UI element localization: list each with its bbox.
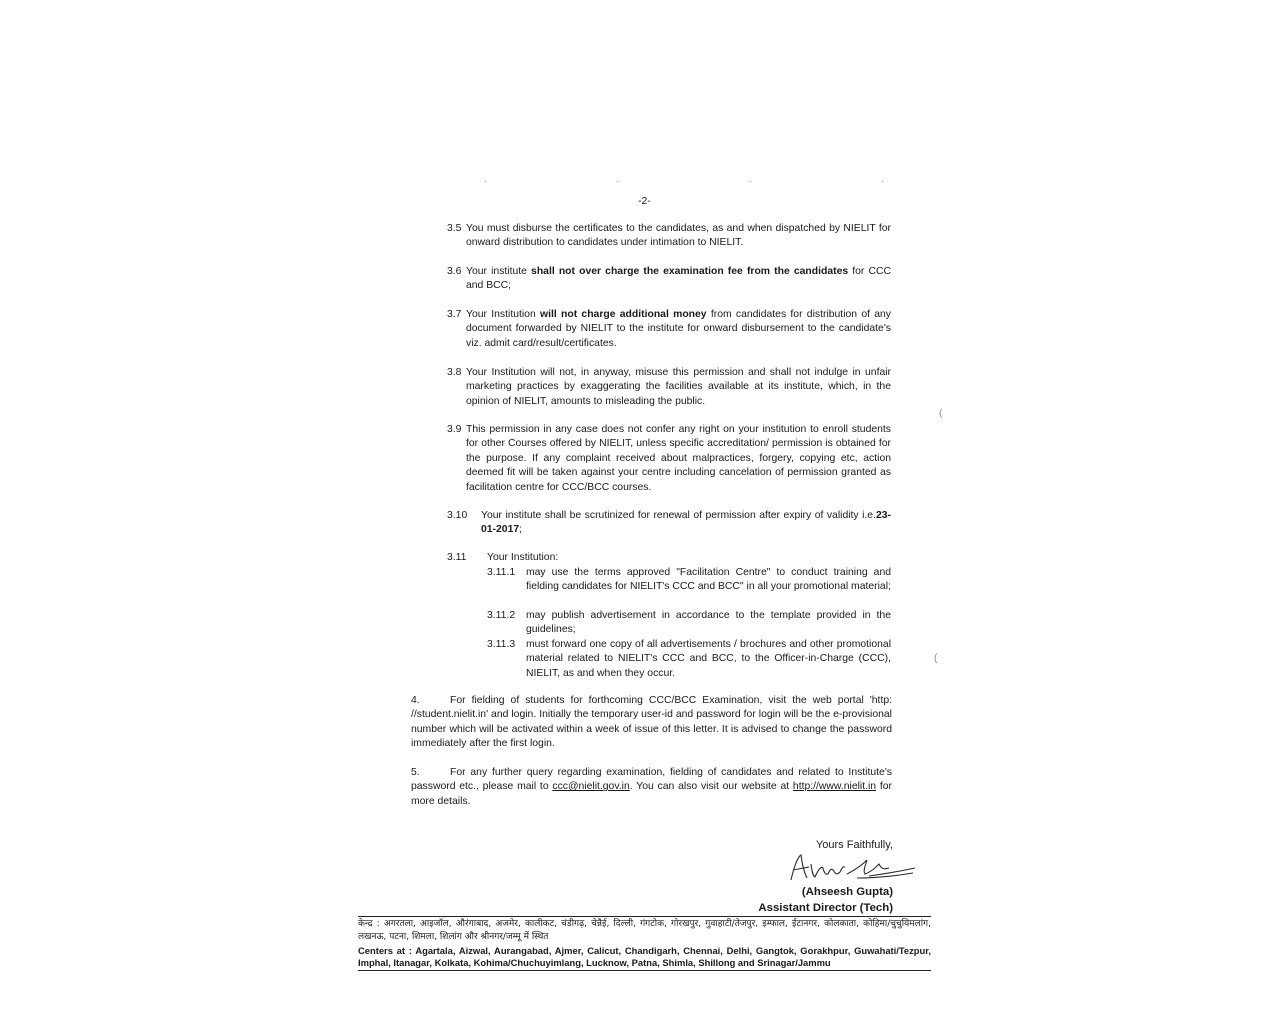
- scan-speck: [485, 181, 486, 182]
- footer-hindi-centres: केन्द्र : अगरतला, आइजॉल, औरंगाबाद, अजमेर, कालीकट, चंडीगढ़, चेन्नैई, दिल्ली, गंगटोक, गोरखपुर, गुवाहाटी/तेजपुर, इम्फाल, ईटानगर, कोलकाता, कोहिमा/चुचुयिमलांग, लखनऊ, पटना, शिमला, शिलांग और श्रीनगर/जम्मू में स्थित: [358, 919, 931, 942]
- clause-3-9: [447, 423, 891, 495]
- clause-text: [466, 265, 891, 294]
- scan-speck: [617, 181, 618, 182]
- point-text: for more details.: [411, 781, 893, 807]
- subclause-3-11-3: [487, 638, 891, 681]
- signatory-title: Assistant Director (Tech): [758, 902, 893, 914]
- subclause-text: may use the terms approved "Facilitation Centre" to conduct training and fielding candidates for NIELIT's CCC and BCC" in all your promotional material;: [526, 567, 891, 593]
- clause-text: [466, 308, 891, 351]
- clause-3-11: [447, 551, 891, 565]
- clause-number: 3.10: [447, 510, 468, 521]
- closing-salutation: Yours Faithfully,: [815, 839, 893, 851]
- clause-text: Your Institution:: [487, 552, 559, 563]
- clause-emphasis: will not charge additional money: [540, 309, 707, 320]
- clause-3-10: [447, 509, 891, 538]
- clause-text-part: Your Institution: [466, 309, 540, 320]
- clause-3-6: [447, 265, 891, 294]
- subclause-3-11-1: [487, 566, 891, 595]
- footer-top-rule: [358, 916, 931, 917]
- email-link[interactable]: ccc@nielit.gov.in: [552, 781, 630, 793]
- point-4: [411, 694, 892, 752]
- validity-date: 23-01-2017: [481, 510, 891, 536]
- signature-image: [785, 852, 920, 886]
- page-number: -2-: [638, 196, 651, 207]
- clause-text: You must disburse the certificates to the candidates, as and when dispatched by NIELIT for onward distribution to candidates under intimation to NIELIT.: [466, 223, 891, 249]
- subclause-text: may publish advertisement in accordance to the template provided in the guidelines;: [526, 610, 891, 636]
- clause-text-part: for CCC and BCC;: [466, 266, 892, 292]
- subclause-number: 3.11.1: [487, 567, 516, 578]
- clause-text: This permission in any case does not confer any right on your institution to enroll students for other Courses offered by NIELIT, unless specific accreditation/ permission is obtained for the purpose. If any complaint received about malpractices, forgery, copying etc, action deemed fit will be taken against your centre including cancelation of permission granted as facilitation centre for CCC/BCC courses.: [466, 424, 891, 493]
- subclause-3-11-2: [487, 609, 891, 638]
- point-number: 4.: [411, 695, 420, 706]
- subclause-number: 3.11.3: [487, 639, 516, 650]
- clause-text-part: Your institute: [466, 266, 532, 277]
- footer-bottom-rule: [358, 970, 931, 971]
- signatory-name: (Ahseesh Gupta): [801, 886, 893, 898]
- point-5: [411, 766, 892, 809]
- point-text: For fielding of students for forthcoming CCC/BCC Examination, visit the web portal 'http: //student.nielit.in' and login. Initially the temporary user-id and password for login will be the e-provisional number which will be activated within a week of issue of this letter. It is advised to change the password immediately after the first login.: [411, 695, 892, 750]
- website-link[interactable]: http://www.nielit.in: [792, 781, 877, 793]
- clause-number: 3.8: [447, 367, 462, 378]
- clause-emphasis: shall not over charge the examination fee from the candidates: [531, 266, 849, 277]
- clause-number: 3.6: [447, 266, 462, 277]
- clause-number: 3.9: [447, 424, 462, 435]
- clause-text-part: Your institute shall be scrutinized for renewal of permission after expiry of validity i.e.: [481, 510, 876, 521]
- scan-mark: (: [939, 408, 943, 419]
- clause-3-8: [447, 366, 891, 409]
- point-number: 5.: [411, 767, 420, 778]
- clause-text-part: ;: [519, 524, 523, 536]
- footer-english-centres: [358, 945, 931, 969]
- scan-mark: (: [934, 653, 938, 664]
- clause-text-part: from candidates for distribution of any document forwarded by NIELIT to the institute for onward disbursement to the candidate's viz. admit card/result/certificates.: [466, 309, 892, 349]
- clause-number: 3.11: [447, 552, 467, 563]
- clause-3-7: [447, 308, 891, 351]
- clause-number: 3.5: [447, 223, 462, 234]
- point-text: . You can also visit our website at: [629, 781, 793, 793]
- footer-centres-label: Centers at :: [358, 945, 412, 956]
- subclause-number: 3.11.2: [487, 610, 516, 621]
- clause-3-5: [447, 222, 891, 251]
- subclause-text: must forward one copy of all advertisements / brochures and other promotional material related to NIELIT's CCC and BCC, to the Officer-in-Charge (CCC), NIELIT, as and when they occur.: [526, 639, 891, 679]
- scan-speck: [750, 181, 751, 182]
- footer-centres-list: Agartala, Aizwal, Aurangabad, Ajmer, Calicut, Chandigarh, Chennai, Delhi, Gangtok, Gorakhpur, Guwahati/Tezpur, Imphal, Itanagar, Kolkata, Kohima/Chuchuyimlang, Lucknow, Patna, Shimla, Shillong and Srinagar/Jammu: [358, 945, 931, 968]
- clause-text: [481, 509, 891, 538]
- clause-number: 3.7: [447, 309, 462, 320]
- scan-speck: [882, 181, 883, 182]
- clause-text: Your Institution will not, in anyway, misuse this permission and shall not indulge in unfair marketing practices by exaggerating the facilities available at its institute, which, in the opinion of NIELIT, amounts to misleading the public.: [466, 367, 891, 407]
- point-text: For any further query regarding examination, fielding of candidates and related to Institute's password etc., please mail to: [411, 767, 892, 793]
